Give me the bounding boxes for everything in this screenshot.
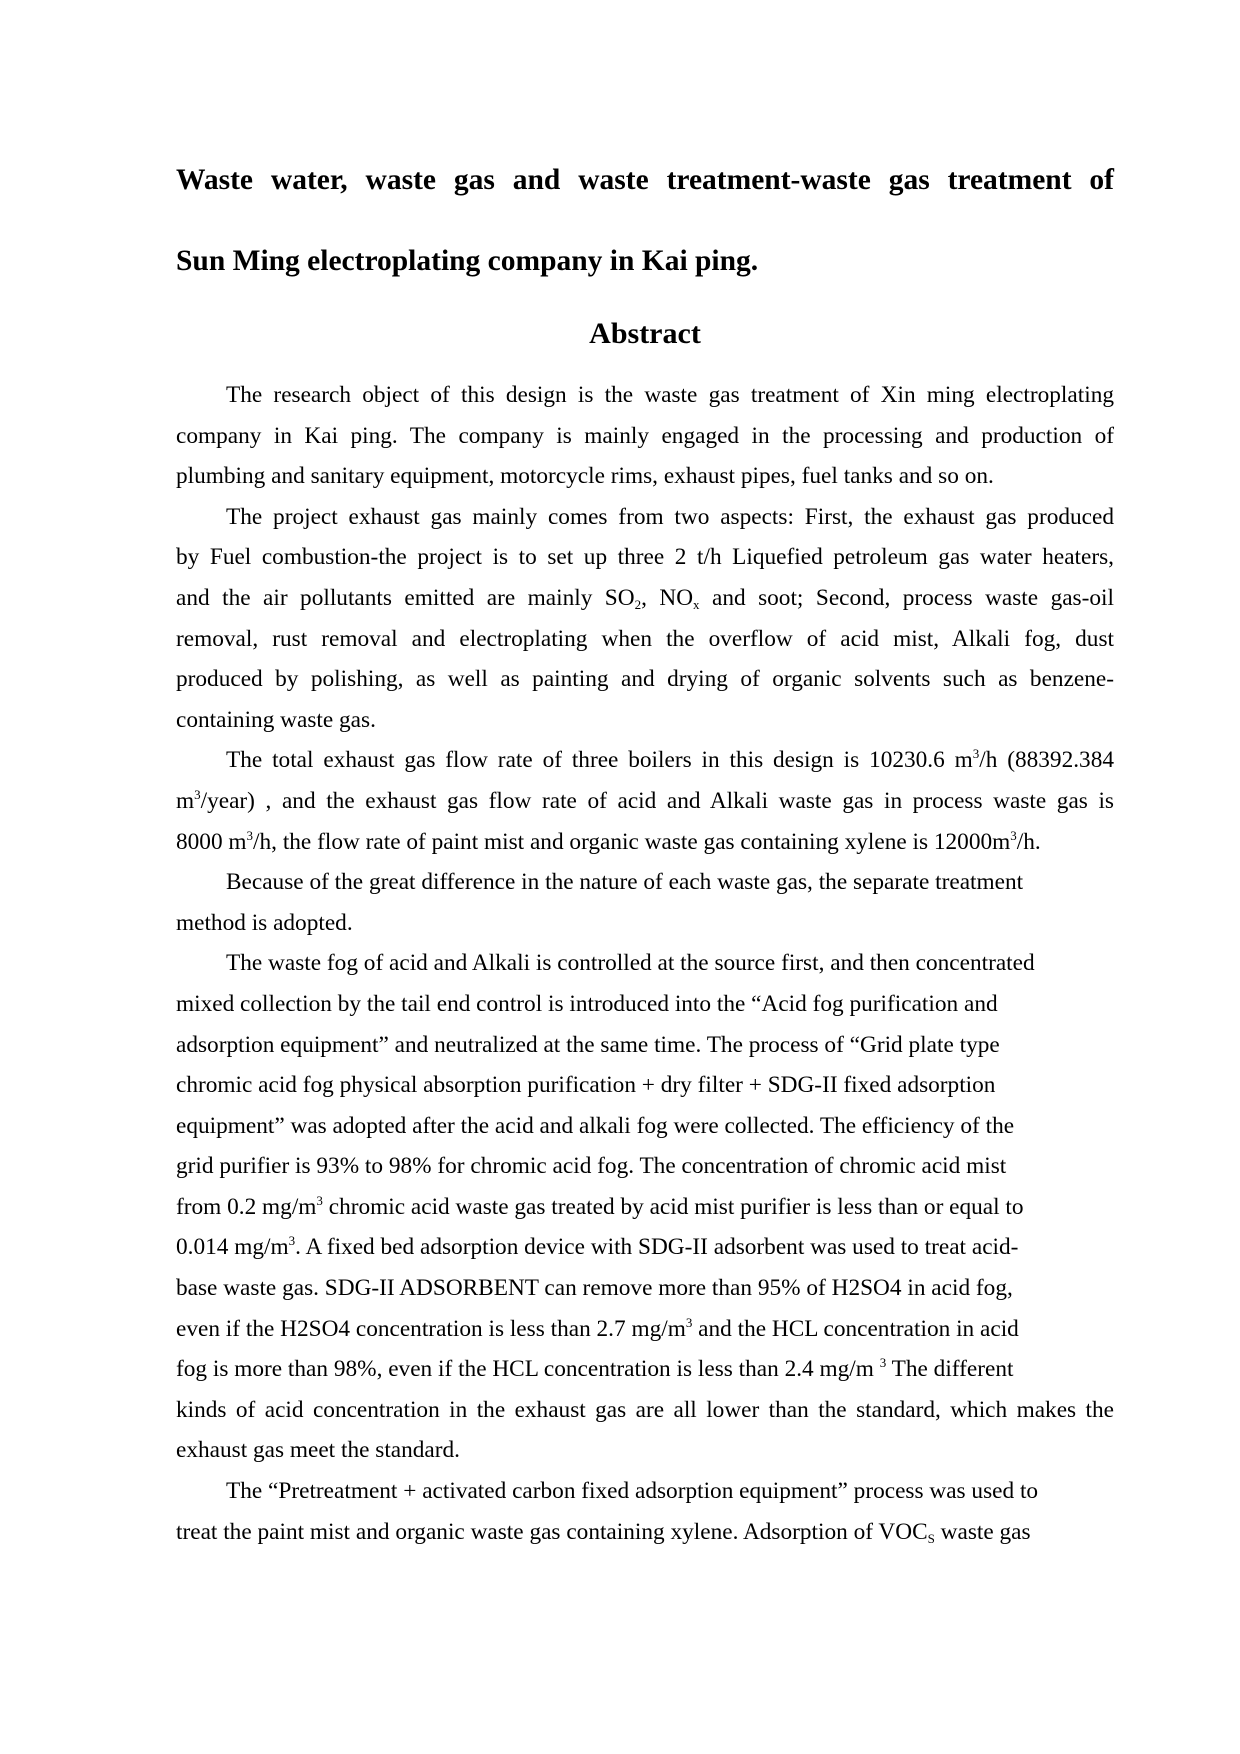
text-run: The different	[886, 1356, 1014, 1383]
superscript: 3	[288, 1233, 296, 1249]
text-run: The total exhaust gas flow rate of three boilers in this design is 10230.6 m	[226, 747, 973, 774]
text-run: /h (88392.384	[979, 747, 1114, 774]
superscript: 3	[1010, 827, 1017, 843]
text-line	[176, 781, 1114, 822]
subscript: x	[693, 596, 700, 612]
text-line	[176, 578, 1114, 619]
text-line: kinds of acid concentration in the exhaust gas are all lower than the standard, which makes the	[176, 1396, 1114, 1423]
text-line: containing waste gas.	[176, 706, 376, 733]
text-line: removal, rust removal and electroplating when the overflow of acid mist, Alkali fog, dust	[176, 625, 1114, 652]
text-run: , NO	[641, 584, 694, 611]
text-run: 0.014 mg/m	[176, 1234, 289, 1261]
superscript: 3	[194, 786, 201, 802]
text-run: /h.	[1016, 828, 1041, 855]
text-line: The research object of this design is the waste gas treatment of Xin ming electroplating	[226, 382, 1114, 408]
superscript: 3	[879, 1355, 887, 1371]
text-line	[176, 1512, 1114, 1553]
text-run: and soot; Second, process waste gas-oil	[699, 584, 1114, 611]
text-run: /h, the flow rate of paint mist and organic waste gas containing xylene is 12000m	[253, 828, 1011, 855]
text-line: grid purifier is 93% to 98% for chromic acid fog. The concentration of chromic acid mist	[176, 1153, 1007, 1180]
text-run: 8000 m	[176, 828, 247, 855]
superscript: 3	[972, 746, 980, 762]
text-run: chromic acid waste gas treated by acid mist purifier is less than or equal to	[322, 1193, 1024, 1220]
text-line: plumbing and sanitary equipment, motorcycle rims, exhaust pipes, fuel tanks and so on.	[176, 463, 994, 490]
text-line: equipment” was adopted after the acid and alkali fog were collected. The efficiency of the	[176, 1112, 1015, 1139]
text-line	[176, 1349, 1114, 1390]
superscript: 3	[246, 827, 254, 843]
abstract-body	[176, 375, 1114, 1552]
text-run: m	[176, 787, 195, 814]
text-run: and the air pollutants emitted are mainly SO	[176, 584, 635, 611]
text-run: from 0.2 mg/m	[176, 1193, 317, 1220]
text-line: The “Pretreatment + activated carbon fixed adsorption equipment” process was used to	[226, 1478, 1039, 1505]
text-run: fog is more than 98%, even if the HCL concentration is less than 2.4 mg/m	[176, 1356, 880, 1383]
text-line: company in Kai ping. The company is mainly engaged in the processing and production of	[176, 422, 1114, 449]
text-run: waste gas	[934, 1518, 1031, 1545]
text-line	[176, 740, 1114, 781]
text-line: method is adopted.	[176, 909, 353, 936]
text-run: and the HCL concentration in acid	[692, 1315, 1019, 1342]
text-run: even if the H2SO4 concentration is less than 2.7 mg/m	[176, 1315, 686, 1342]
text-line: Because of the great difference in the nature of each waste gas, the separate treatment	[226, 869, 1024, 896]
text-line	[176, 1227, 1114, 1268]
text-line: mixed collection by the tail end control is introduced into the “Acid fog purification and	[176, 990, 998, 1017]
text-line	[176, 822, 1114, 863]
paragraph-6	[176, 1471, 1114, 1552]
text-run: /year) , and the exhaust gas flow rate of acid and Alkali waste gas in process waste gas is	[200, 787, 1114, 814]
superscript: 3	[316, 1192, 323, 1208]
text-line: by Fuel combustion-the project is to set up three 2 t/h Liquefied petroleum gas water heaters,	[176, 544, 1114, 571]
paragraph-1	[176, 375, 1114, 497]
text-line: exhaust gas meet the standard.	[176, 1437, 460, 1464]
paragraph-2	[176, 497, 1114, 741]
text-line: The waste fog of acid and Alkali is controlled at the source first, and then concentrated	[226, 950, 1035, 977]
text-run: treat the paint mist and organic waste gas containing xylene. Adsorption of VOC	[176, 1518, 928, 1545]
paragraph-3	[176, 740, 1114, 862]
text-line: adsorption equipment” and neutralized at the same time. The process of “Grid plate type	[176, 1031, 1000, 1058]
text-line	[176, 1309, 1114, 1350]
text-line: produced by polishing, as well as painting and drying of organic solvents such as benzene-	[176, 666, 1114, 693]
text-line: The project exhaust gas mainly comes from two aspects: First, the exhaust gas produced	[226, 503, 1114, 530]
text-line: base waste gas. SDG-II ADSORBENT can remove more than 95% of H2SO4 in acid fog,	[176, 1275, 1013, 1302]
text-line: chromic acid fog physical absorption purification + dry filter + SDG-II fixed adsorption	[176, 1072, 996, 1099]
title-line-1: Waste water, waste gas and waste treatment-waste gas treatment of	[176, 164, 1114, 196]
subscript: 2	[634, 596, 642, 612]
abstract-heading: Abstract	[589, 317, 701, 350]
text-run: . A fixed bed adsorption device with SDG-II adsorbent was used to treat acid-	[295, 1234, 1019, 1261]
text-line	[176, 1187, 1114, 1228]
paragraph-5	[176, 943, 1114, 1471]
superscript: 3	[685, 1314, 693, 1330]
title-line-2: Sun Ming electroplating company in Kai ping.	[176, 245, 759, 277]
paragraph-4	[176, 862, 1114, 943]
subscript: S	[927, 1530, 935, 1546]
